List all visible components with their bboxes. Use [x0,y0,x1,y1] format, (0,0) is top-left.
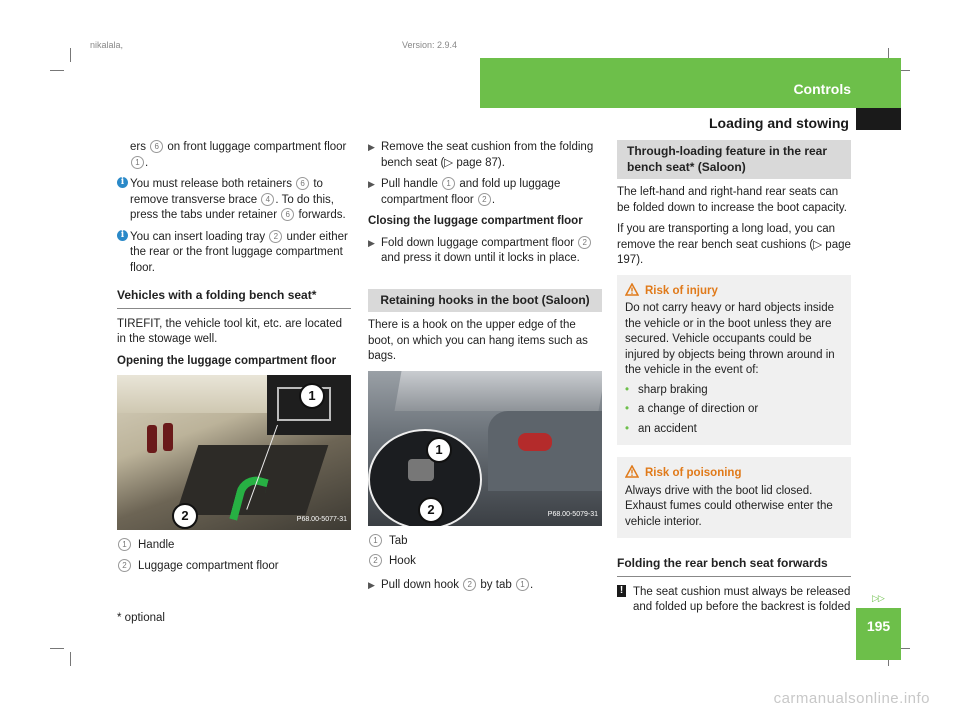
crop-mark [70,652,71,666]
callout-2: 2 [418,497,444,523]
info-note: i You must release both retainers 6 to remove transverse brace 4 . To do this, press the tabs under retainer 6 forwards. [117,177,351,224]
subheading: Opening the luggage compartment floor [117,354,337,367]
arrow-icon: ▶ [368,237,375,248]
section-heading: Through-loading feature in the rear bench seat* (Saloon) [617,140,851,179]
image-code: P68.00-5077-31 [296,515,347,523]
legend-item: 2 Hook [368,554,602,570]
luggage-floor-photo [117,375,351,530]
warning-box [617,275,851,446]
warning-title: Risk of injury [625,283,843,300]
section-heading: Retaining hooks in the boot (Saloon) [368,289,602,313]
warning-text: Always drive with the boot lid closed. Exhaust fumes could otherwise enter the vehicle interior. [625,484,833,528]
legend-item: 1 Handle [117,538,351,554]
section-tab [480,58,901,108]
continued-text: ers 6 on front luggage compartment floor 1 . [130,141,347,169]
page-number-tab [856,608,901,660]
section-heading: Folding the rear bench seat forwards [617,556,851,577]
crop-mark [50,648,64,649]
instruction-step: ▶ Pull handle 1 and fold up luggage compartment floor 2 . [368,178,561,206]
section-heading: Vehicles with a folding bench seat* [117,288,351,309]
paragraph: The left-hand and right-hand rear seats can be folded down to increase the boot capacity. [617,186,847,214]
image-code: P68.00-5079-31 [547,511,598,518]
page-number: 195 [866,618,891,634]
warning-icon [625,283,639,296]
warning-icon [625,465,639,478]
arrow-icon: ▶ [368,579,375,590]
subheading: Closing the luggage compartment floor [368,215,583,227]
header-block [856,108,901,130]
instruction-step: ▶ Pull down hook 2 by tab 1 . [368,578,602,594]
watermark: carmanualsonline.info [773,690,930,707]
important-note: ! The seat cushion must always be released and folded up before the backrest is folded [617,585,851,616]
callout-1: 1 [299,383,325,409]
column-2 [368,140,602,599]
arrow-icon: ▶ [368,179,375,189]
paragraph: If you are transporting a long load, you can remove the rear bench seat cushions (▷ page 197). [617,223,851,266]
paragraph: TIREFIT, the vehicle tool kit, etc. are located in the stowage well. [117,317,342,345]
callout-2: 2 [172,503,198,529]
info-note: i You can insert loading tray 2 under either the rear or the front luggage compartment floor. [117,230,351,277]
meta-author: nikalala, [90,40,124,50]
legend-item: 2 Luggage compartment floor [117,559,351,575]
legend-item: 1 Tab [368,534,602,550]
warning-title: Risk of poisoning [625,465,843,482]
footnote: * optional [117,612,165,624]
list-item: • an accident [625,422,697,435]
exclamation-icon: ! [617,585,626,597]
section-tab-label: Controls [793,81,851,97]
paragraph: There is a hook on the upper edge of the boot, on which you can hang items such as bags. [368,319,588,362]
meta-version: Version: 2.9.4 [402,40,458,50]
callout-1: 1 [426,437,452,463]
continued-marker: ▷▷ [872,593,884,603]
info-icon: i [117,177,128,188]
column-1 [117,140,351,579]
instruction-step: ▶ Fold down luggage compartment floor 2 and press it down until it locks in place. [368,236,602,267]
warning-box [617,457,851,538]
page-title: Loading and stowing [709,115,849,131]
boot-hook-photo [368,371,602,526]
column-3 [617,140,851,622]
crop-mark [70,48,71,62]
arrow-icon: ▶ [368,142,375,152]
list-item: • a change of direction or [625,403,759,415]
warning-text: Do not carry heavy or hard objects inside the vehicle or in the boot unless they are secured. Vehicle occupants could be injured by objects being thrown around in the vehicle in the event of: [625,302,835,376]
crop-mark [50,70,64,71]
info-icon: i [117,230,128,241]
list-item: • sharp braking [625,383,708,396]
instruction-step: ▶ Remove the seat cushion from the folding bench seat (▷ page 87). [368,141,594,169]
